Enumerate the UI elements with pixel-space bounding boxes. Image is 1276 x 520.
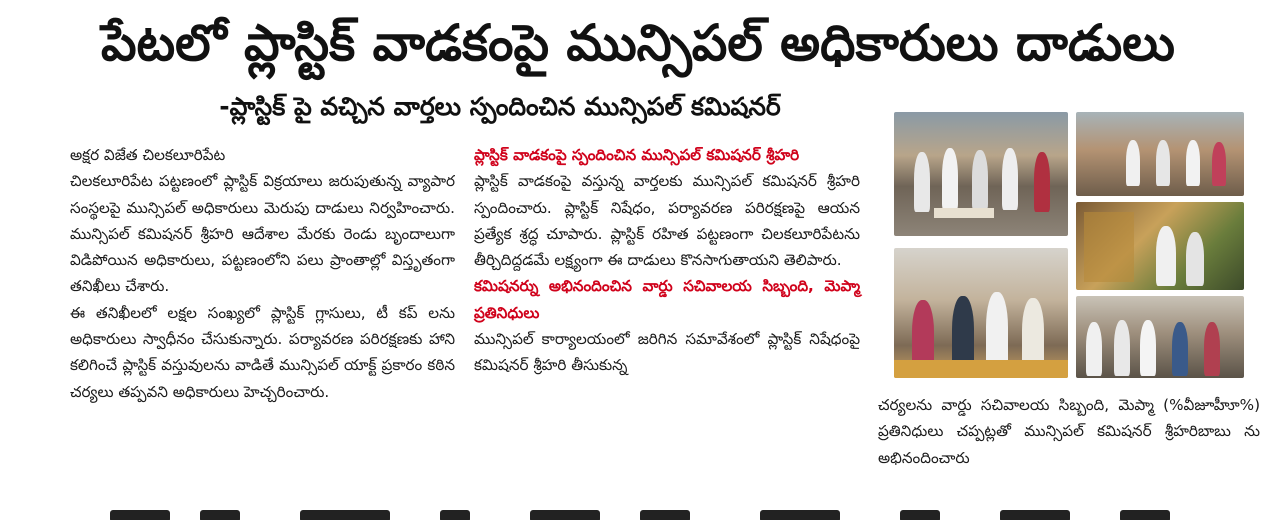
body-paragraph: మున్సిపల్ కార్యాలయంలో జరిగిన సమావేశంలో ప్లాస్టిక్ నిషేధంపై కమిషనర్ శ్రీహరి తీసుకున్న — [474, 330, 860, 375]
headline: పేటలో ప్లాస్టిక్ వాడకంపై మున్సిపల్ అధికారులు దాడులు — [101, 14, 1175, 72]
next-headline-cut-off — [0, 506, 1276, 520]
section-heading: కమిషనర్ను అభినందించిన వార్డు సచివాలయ సిబ్బంది, మెప్మా ప్రతినిధులు — [474, 277, 860, 322]
photo-store-seizure — [894, 248, 1068, 378]
article-column-2 — [474, 142, 860, 379]
photo-shop-check — [1076, 202, 1244, 290]
body-paragraph: ఈ తనిఖీలలో లక్షల సంఖ్యలో ప్లాస్టిక్ గ్లాసులు, టీ కప్ లను అధికారులు స్వాధీనం చేసుకున్నారు. పర్యావరణ పరిరక్షణకు హాని కలిగించే ప్లాస్టిక్ వస్తువులను వాడితే మున్సిపల్ యాక్ట్ ప్రకారం కఠిన చర్యలు తప్పవని అధికారులు హెచ్చరించారు. — [70, 303, 455, 401]
section-heading: ప్లాస్టిక్ వాడకంపై స్పందించిన మున్సిపల్ కమిషనర్ శ్రీహరి — [474, 146, 800, 164]
body-paragraph: చిలకలూరిపేట పట్టణంలో ప్లాస్టిక్ విక్రయాలు జరుపుతున్న వ్యాపార సంస్థలపై మున్సిపల్ అధికారులు మెరుపు దాడులు నిర్వహించారు. మున్సిపల్ కమిషనర్ శ్రీహరి ఆదేశాల మేరకు రెండు బృందాలుగా విడిపోయిన అధికారులు, పట్టణంలోని పలు ప్రాంతాల్లో విస్తృతంగా తనిఖీలు చేశారు. — [70, 172, 455, 296]
photo-collage — [892, 110, 1248, 382]
subheadline: -ప్లాస్టిక్ పై వచ్చిన వార్తలు స్పందించిన మున్సిపల్ కమిషనర్ — [219, 92, 781, 121]
photo-caption: చర్యలను వార్డు సచివాలయ సిబ్బంది, మెప్మా (%వీజూహీూ%) ప్రతినిధులు చప్పట్లతో మున్సిపల్ కమిషనర్ శ్రీహరిబాబు ను అభినందించారు — [878, 396, 1260, 467]
article-column-1 — [70, 142, 455, 405]
photo-team-street — [1076, 296, 1244, 378]
photo-market-inspection — [1076, 112, 1244, 196]
byline: అక్షర విజేత చిలకలూరిపేట — [70, 146, 226, 164]
body-paragraph: ప్లాస్టిక్ వాడకంపై వస్తున్న వార్తలకు మున్సిపల్ కమిషనర్ శ్రీహరి స్పందించారు. ప్లాస్టిక్ నిషేధం, పర్యావరణ పరిరక్షణపై ఆయన ప్రత్యేక శ్రద్ధ చూపారు. ప్లాస్టిక్ రహిత పట్టణంగా చిలకలూరిపేటను తీర్చిదిద్దడమే లక్ష్యంగా ఈ దాడులు కొనసాగుతాయని తెలిపారు. — [474, 172, 860, 270]
photo-officials-street — [894, 112, 1068, 236]
